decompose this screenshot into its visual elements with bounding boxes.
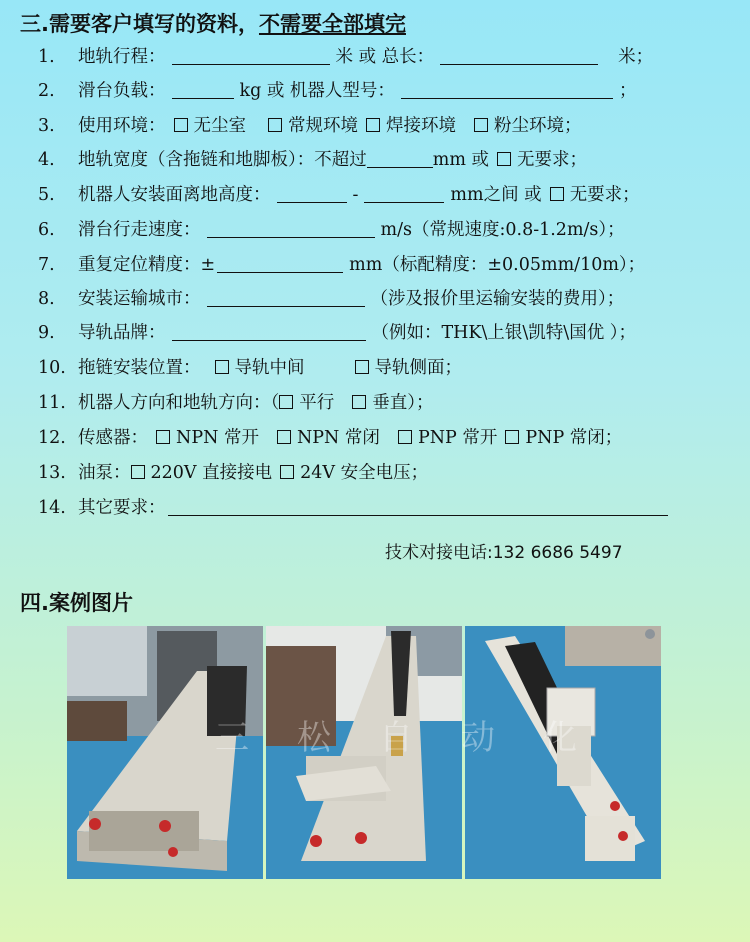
checkbox-welding-env[interactable] [366,118,380,132]
label: 米 或 总长： [335,47,435,67]
label: 其它要求： [78,498,166,518]
checkbox-no-requirement[interactable] [497,152,511,166]
width-field[interactable] [367,149,433,168]
label: mm之间 或 [450,185,542,205]
watermark: 三松自动化 [215,718,625,758]
form-row-9 [38,322,636,344]
label: 使用环境： [78,116,166,136]
label: 机器人安装面离地高度： [78,185,271,205]
option-label: 无要求； [569,185,640,205]
section-title: 需要客户填写的资料， [48,12,259,36]
option-label: NPN 常开 [176,428,259,448]
option-label: 220V 直接接电 [150,463,273,483]
option-label: 无尘室 [193,116,246,136]
city-field[interactable] [207,288,365,307]
checkbox-220v[interactable] [131,465,145,479]
label: m/s（常规速度:0.8-1.2m/s）； [380,220,625,240]
row-number: 5. [38,185,55,205]
travel-field[interactable] [172,46,330,65]
section-4-heading: 四.案例图片 [20,591,133,615]
phone-number: 技术对接电话:132 6686 5497 [385,543,623,563]
option-label: PNP 常闭； [525,428,623,448]
total-length-field[interactable] [440,46,598,65]
form-row-2 [38,80,636,102]
form-row-4 [38,149,587,171]
option-label: NPN 常闭 [296,428,380,448]
label: 滑台行走速度： [78,220,201,240]
option-label: 粉尘环境； [494,116,582,136]
checkbox-npn-nc[interactable] [277,430,291,444]
checkbox-24v[interactable] [280,465,294,479]
row-number: 3. [38,116,55,136]
label: （涉及报价里运输安装的费用）； [370,289,625,309]
checkbox-dust-env[interactable] [474,118,488,132]
height-max-field[interactable] [364,184,444,203]
row-number: 14. [38,498,66,518]
label: 地轨宽度（含拖链和地脚板）：不超过 [78,150,367,170]
label: 传感器： [78,428,148,448]
option-label: 平行 [299,393,335,413]
option-label: PNP 常开 [417,428,498,448]
row-number: 7. [38,255,55,275]
label: 油泵： [78,463,131,483]
form-row-8 [38,288,624,310]
option-label: 导轨中间 [234,358,305,378]
rail-brand-field[interactable] [172,322,366,341]
row-number: 13. [38,463,66,483]
label: kg 或 机器人型号： [239,81,395,101]
accuracy-field[interactable] [217,254,343,273]
label: 导轨品牌： [78,323,166,343]
row-number: 11. [38,393,66,413]
form-row-3 [38,115,582,137]
option-label: 焊接环境 [386,116,456,136]
row-number: 4. [38,150,55,170]
option-label: 常规环境 [288,116,358,136]
height-min-field[interactable] [277,184,347,203]
label: mm 或 [432,150,490,170]
option-label: 无要求； [517,150,588,170]
option-label: 导轨侧面； [374,358,462,378]
speed-field[interactable] [207,219,375,238]
load-field[interactable] [172,80,234,99]
robot-model-field[interactable] [401,80,613,99]
form-row-5 [38,184,640,206]
label: 安装运输城市： [78,289,201,309]
label: 拖链安装位置： [78,358,201,378]
checkbox-cleanroom[interactable] [174,118,188,132]
row-number: 10. [38,358,66,378]
form-row-11 [38,392,434,414]
label: 米； [618,47,654,67]
checkbox-vertical[interactable] [352,395,366,409]
row-number: 1. [38,47,55,67]
label: 重复定位精度：± [78,255,216,275]
other-requirements-field[interactable] [168,497,668,516]
row-number: 12. [38,428,66,448]
section-number: 三. [20,12,49,36]
label: 机器人方向和地轨方向：（ [78,393,280,413]
checkbox-npn-no[interactable] [156,430,170,444]
checkbox-parallel[interactable] [279,395,293,409]
checkbox-pnp-no[interactable] [398,430,412,444]
form-row-14 [38,497,674,519]
checkbox-chain-side[interactable] [355,360,369,374]
label: ； [618,81,637,101]
form-row-7 [38,254,645,276]
row-number: 2. [38,81,55,101]
label: mm（标配精度：±0.05mm/10m）； [349,255,646,275]
form-row-13 [38,462,428,484]
row-number: 6. [38,220,55,240]
checkbox-no-requirement[interactable] [550,187,564,201]
section-title-underlined: 不需要全部填完 [258,12,406,36]
row-number: 8. [38,289,55,309]
form-row-12 [38,427,622,449]
dash: - [352,185,359,205]
row-number: 9. [38,323,55,343]
form-row-1 [38,46,653,68]
checkbox-pnp-nc[interactable] [505,430,519,444]
option-label: 24V 安全电压； [300,463,429,483]
checkbox-chain-middle[interactable] [215,360,229,374]
form-row-6 [38,219,625,241]
section-3-heading [20,8,406,38]
option-label: 垂直）； [372,393,434,413]
label: 滑台负载： [78,81,166,101]
label: （例如：THK\上银\凯特\国优 ）； [371,323,637,343]
checkbox-normal-env[interactable] [268,118,282,132]
form-row-10 [38,357,462,379]
label: 地轨行程： [78,47,166,67]
